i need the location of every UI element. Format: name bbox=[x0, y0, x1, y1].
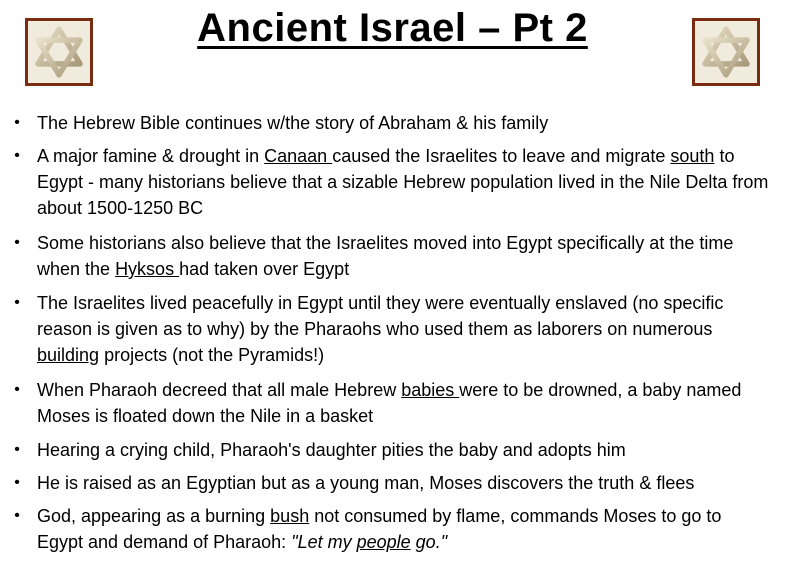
bullet-marker: • bbox=[14, 441, 20, 458]
bullet-text bbox=[37, 470, 770, 496]
bullet-text bbox=[37, 230, 770, 282]
bullet-text bbox=[37, 377, 770, 429]
bullet-text-run: When Pharaoh decreed that all male Hebrew bbox=[37, 380, 402, 400]
bullet-marker: • bbox=[14, 381, 20, 398]
bullet-text-run: had taken over Egypt bbox=[179, 259, 350, 279]
bullet-text-run: people bbox=[356, 532, 411, 552]
bullet-text-run: He is raised as an Egyptian but as a young man, Moses discovers the truth & flees bbox=[37, 473, 695, 493]
bullet-text-run: Hearing a crying child, Pharaoh's daughter pities the baby and adopts him bbox=[37, 440, 626, 460]
bullet-text-run: Some historians also believe that the Israelites moved into Egypt specifically at the time when the bbox=[37, 233, 734, 279]
bullet-text-run: bush bbox=[270, 506, 310, 526]
bullet-text-run: A major famine & drought in bbox=[37, 146, 265, 166]
bullet-text-run: go." bbox=[410, 532, 448, 552]
page-title: Ancient Israel – Pt 2 bbox=[197, 6, 588, 50]
bullet-marker: • bbox=[14, 147, 20, 164]
bullet-text bbox=[37, 503, 770, 555]
bullet-marker: • bbox=[14, 114, 20, 131]
bullet-text-run: south bbox=[670, 146, 715, 166]
bullet-text bbox=[37, 110, 770, 136]
bullet-text-run: building bbox=[37, 345, 100, 365]
bullet-text bbox=[37, 143, 770, 221]
bullet-text-run: The Hebrew Bible continues w/the story of Abraham & his family bbox=[37, 113, 549, 133]
bullet-text bbox=[37, 437, 770, 463]
bullet-text-run: God, appearing as a burning bbox=[37, 506, 271, 526]
bullet-text-run: "Let my bbox=[291, 532, 357, 552]
bullet-text-run: The Israelites lived peacefully in Egypt until they were eventually enslaved (no specific reason is given as to why) by the Pharaohs who used them as laborers on numerous bbox=[37, 293, 724, 339]
bullet-marker: • bbox=[14, 294, 20, 311]
bullet-text-run: Hyksos bbox=[115, 259, 180, 279]
bullet-text-run: caused the Israelites to leave and migrate bbox=[332, 146, 671, 166]
bullet-text-run: were to be drowned, a baby named Moses is floated down the Nile in a basket bbox=[37, 380, 742, 426]
bullet-text-run: babies bbox=[401, 380, 460, 400]
bullet-text-run: Canaan bbox=[264, 146, 333, 166]
bullet-marker: • bbox=[14, 474, 20, 491]
bullet-marker: • bbox=[14, 234, 20, 251]
bullet-text-run: not consumed by flame, commands Moses to go to Egypt and demand of Pharaoh: bbox=[37, 506, 722, 552]
bullet-marker: • bbox=[14, 507, 20, 524]
bullet-text bbox=[37, 290, 770, 368]
bullet-text-run: projects (not the Pyramids!) bbox=[99, 345, 325, 365]
bullet-text-run: to Egypt - many historians believe that a sizable Hebrew population lived in the Nile Delta from about 1500-1250 BC bbox=[37, 146, 769, 218]
